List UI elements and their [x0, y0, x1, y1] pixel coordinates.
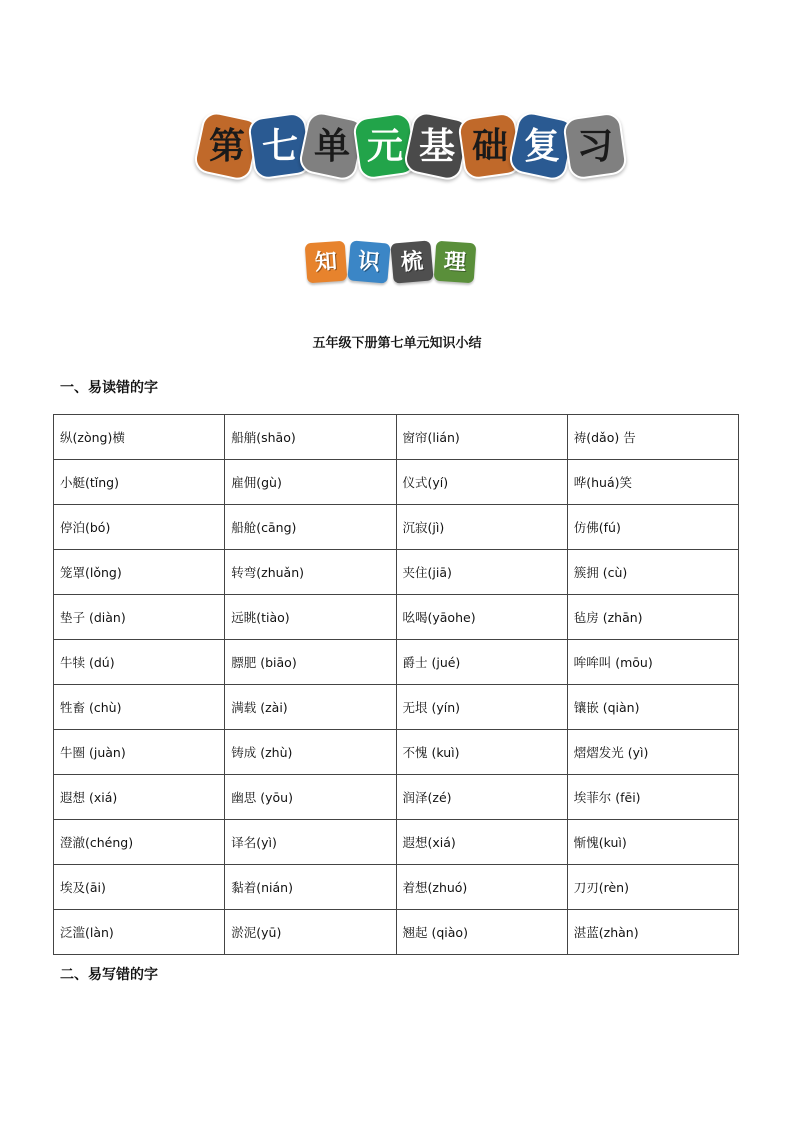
table-row [54, 730, 739, 775]
table-row [54, 910, 739, 955]
word-cell: 仪式(yí) [396, 460, 567, 505]
word-cell: 船艄(shāo) [225, 415, 396, 460]
word-cell: 无垠 (yín) [396, 685, 567, 730]
word-cell: 爵士 (jué) [396, 640, 567, 685]
word-cell: 簇拥 (cù) [567, 550, 738, 595]
table-row [54, 550, 739, 595]
table-row [54, 415, 739, 460]
word-cell: 惭愧(kuì) [567, 820, 738, 865]
table-row [54, 775, 739, 820]
table-row [54, 460, 739, 505]
table-row [54, 685, 739, 730]
banner-char: 复 [523, 124, 560, 167]
word-cell: 船舱(cāng) [225, 505, 396, 550]
word-cell: 幽思 (yōu) [225, 775, 396, 820]
word-cell: 澄澈(chéng) [54, 820, 225, 865]
word-cell: 小艇(tǐng) [54, 460, 225, 505]
badge-tile [390, 240, 433, 283]
word-cell: 沉寂(jì) [396, 505, 567, 550]
word-cell: 膘肥 (biāo) [225, 640, 396, 685]
badge-tile [347, 240, 390, 283]
word-cell: 不愧 (kuì) [396, 730, 567, 775]
word-cell: 夹住(jiā) [396, 550, 567, 595]
word-cell: 泛滥(làn) [54, 910, 225, 955]
banner-char: 础 [471, 125, 508, 168]
word-cell: 哞哞叫 (mōu) [567, 640, 738, 685]
banner-char: 基 [418, 124, 455, 167]
word-cell: 埃菲尔 (fēi) [567, 775, 738, 820]
knowledge-badge [306, 238, 486, 286]
banner-tile [561, 111, 627, 180]
banner-char: 七 [261, 125, 298, 168]
word-cell: 纵(zòng)横 [54, 415, 225, 460]
misread-words-table [53, 414, 739, 955]
badge-tile [305, 241, 348, 284]
word-cell: 仿佛(fú) [567, 505, 738, 550]
word-cell: 湛蓝(zhàn) [567, 910, 738, 955]
banner-char: 单 [313, 124, 350, 167]
word-cell: 铸成 (zhù) [225, 730, 396, 775]
word-cell: 满载 (zài) [225, 685, 396, 730]
word-cell: 垫子 (diàn) [54, 595, 225, 640]
section-heading-misread: 一、易读错的字 [60, 380, 158, 396]
unit-review-banner [198, 110, 618, 182]
table-row [54, 505, 739, 550]
word-cell: 雇佣(gù) [225, 460, 396, 505]
word-cell: 淤泥(yū) [225, 910, 396, 955]
badge-char: 理 [443, 248, 467, 276]
table-row [54, 640, 739, 685]
word-cell: 吆喝(yāohe) [396, 595, 567, 640]
badge-char: 梳 [399, 248, 425, 276]
table-row [54, 820, 739, 865]
badge-tile [434, 241, 477, 284]
badge-char: 识 [356, 248, 382, 276]
word-cell: 着想(zhuó) [396, 865, 567, 910]
word-cell: 译名(yì) [225, 820, 396, 865]
banner-char: 第 [208, 124, 245, 167]
word-cell: 毡房 (zhān) [567, 595, 738, 640]
word-cell: 埃及(āi) [54, 865, 225, 910]
word-cell: 哗(huá)笑 [567, 460, 738, 505]
word-cell: 牛圈 (juàn) [54, 730, 225, 775]
word-cell: 翘起 (qiào) [396, 910, 567, 955]
word-cell: 远眺(tiào) [225, 595, 396, 640]
word-cell: 转弯(zhuǎn) [225, 550, 396, 595]
word-cell: 遐想(xiá) [396, 820, 567, 865]
word-cell: 窗帘(lián) [396, 415, 567, 460]
word-cell: 润泽(zé) [396, 775, 567, 820]
word-cell: 祷(dǎo) 告 [567, 415, 738, 460]
table-row [54, 865, 739, 910]
badge-char: 知 [314, 248, 338, 276]
banner-char: 习 [576, 125, 613, 168]
table-row [54, 595, 739, 640]
word-cell: 笼罩(lǒng) [54, 550, 225, 595]
word-cell: 熠熠发光 (yì) [567, 730, 738, 775]
word-cell: 牲畜 (chù) [54, 685, 225, 730]
word-cell: 刀刃(rèn) [567, 865, 738, 910]
word-cell: 停泊(bó) [54, 505, 225, 550]
word-cell: 黏着(nián) [225, 865, 396, 910]
banner-char: 元 [366, 125, 403, 168]
document-title: 五年级下册第七单元知识小结 [312, 336, 482, 351]
word-cell: 镶嵌 (qiàn) [567, 685, 738, 730]
section-heading-miswritten: 二、易写错的字 [60, 967, 158, 983]
word-cell: 牛犊 (dú) [54, 640, 225, 685]
word-cell: 遐想 (xiá) [54, 775, 225, 820]
